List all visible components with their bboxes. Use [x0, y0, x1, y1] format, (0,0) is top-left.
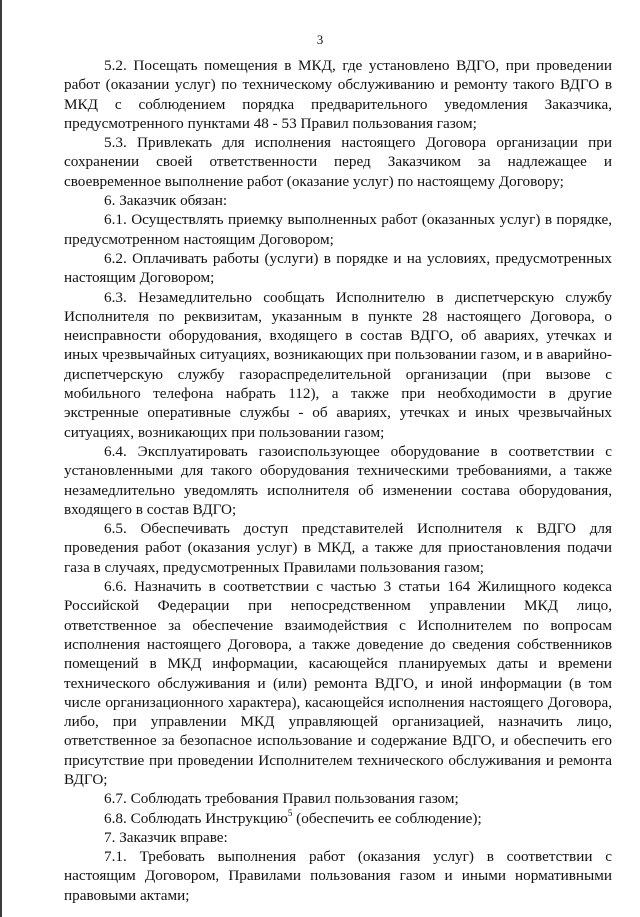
- clause-6-4: 6.4. Эксплуатировать газоиспользующее оборудование в соответствии с установленными для такого оборудования техническими требованиями, а также незамедлительно уведомлять исполнителя об изменении состава оборудования, входящего в состав ВДГО;: [64, 442, 612, 518]
- footnote-ref: 5: [287, 807, 293, 818]
- clause-6-6: 6.6. Назначить в соответствии с частью 3 статьи 164 Жилищного кодекса Российской Федерации при непосредственном управлении МКД лицо, ответственное за обеспечение взаимодействия с Исполнителем по вопросам исполнения настоящего Договора, а также доведение до сведения собственников помещений в МКД информации, касающейся планируемых даты и времени технического обслуживания и (или) ремонта ВДГО, и иной информации (в том числе организационного характера), касающейся исполнения настоящего Договора, либо, при управлении МКД управляющей организацией, назначить лицо, ответственное за безопасное использование и содержание ВДГО, и обеспечить его присутствие при проведении Исполнителем технического обслуживания и ремонта ВДГО;: [64, 578, 612, 788]
- section-6-heading: 6. Заказчик обязан:: [104, 192, 228, 210]
- clause-5-3: 5.3. Привлекать для исполнения настоящего Договора организации при сохранении своей ответственности перед Заказчиком за надлежащее и своевременное выполнение работ (оказание услуг) по настоящему Договору;: [64, 134, 612, 190]
- clause-6-1: 6.1. Осуществлять приемку выполненных работ (оказанных услуг) в порядке, предусмотренном настоящим Договором;: [64, 211, 612, 248]
- clause-6-2: 6.2. Оплачивать работы (услуги) в порядке и на условиях, предусмотренных настоящим Договором;: [64, 249, 612, 287]
- document-body: [64, 56, 612, 905]
- scan-edge: [0, 0, 2, 917]
- clause-6-5: 6.5. Обеспечивать доступ представителей Исполнителя к ВДГО для проведения работ (оказания услуг) в МКД, а также для приостановления подачи газа в случаях, предусмотренных Правилами пользования газом;: [64, 520, 612, 576]
- clause-6-8: [64, 809, 612, 828]
- clause-6-8-text: 6.8. Соблюдать Инструкцию: [104, 809, 288, 827]
- clause-5-2: 5.2. Посещать помещения в МКД, где установлено ВДГО, при проведении работ (оказании услуг) по техническому обслуживанию и ремонту такого ВДГО в МКД с соблюдением порядка предварительного уведомления Заказчика, предусмотренного пунктами 48 - 53 Правил пользования газом;: [64, 57, 612, 132]
- clause-6-7: 6.7. Соблюдать требования Правил пользования газом;: [104, 790, 459, 808]
- clause-6-3: 6.3. Незамедлительно сообщать Исполнителю в диспетчерскую службу Исполнителя по реквизитам, указанным в пункте 28 настоящего Договора, о неисправности оборудования, входящего в состав ВДГО, об авариях, утечках и иных чрезвычайных ситуациях, возникающих при пользовании газом, и в аварийно-диспетчерскую службу газораспределительной организации (при вызове с мобильного телефона набрать 112), а также при необходимости в другие экстренные оперативные службы - об авариях, утечках и иных чрезвычайных ситуациях, возникающих при пользовании газом;: [64, 288, 612, 441]
- section-7-heading: 7. Заказчик вправе:: [104, 828, 228, 846]
- page-number: 3: [316, 32, 324, 47]
- clause-7-1: 7.1. Требовать выполнения работ (оказания услуг) в соответствии с настоящим Договором, Правилами пользования газом и иными нормативными правовыми актами;: [64, 848, 612, 904]
- clause-6-8-text-end: (обеспечить ее соблюдение);: [292, 809, 482, 827]
